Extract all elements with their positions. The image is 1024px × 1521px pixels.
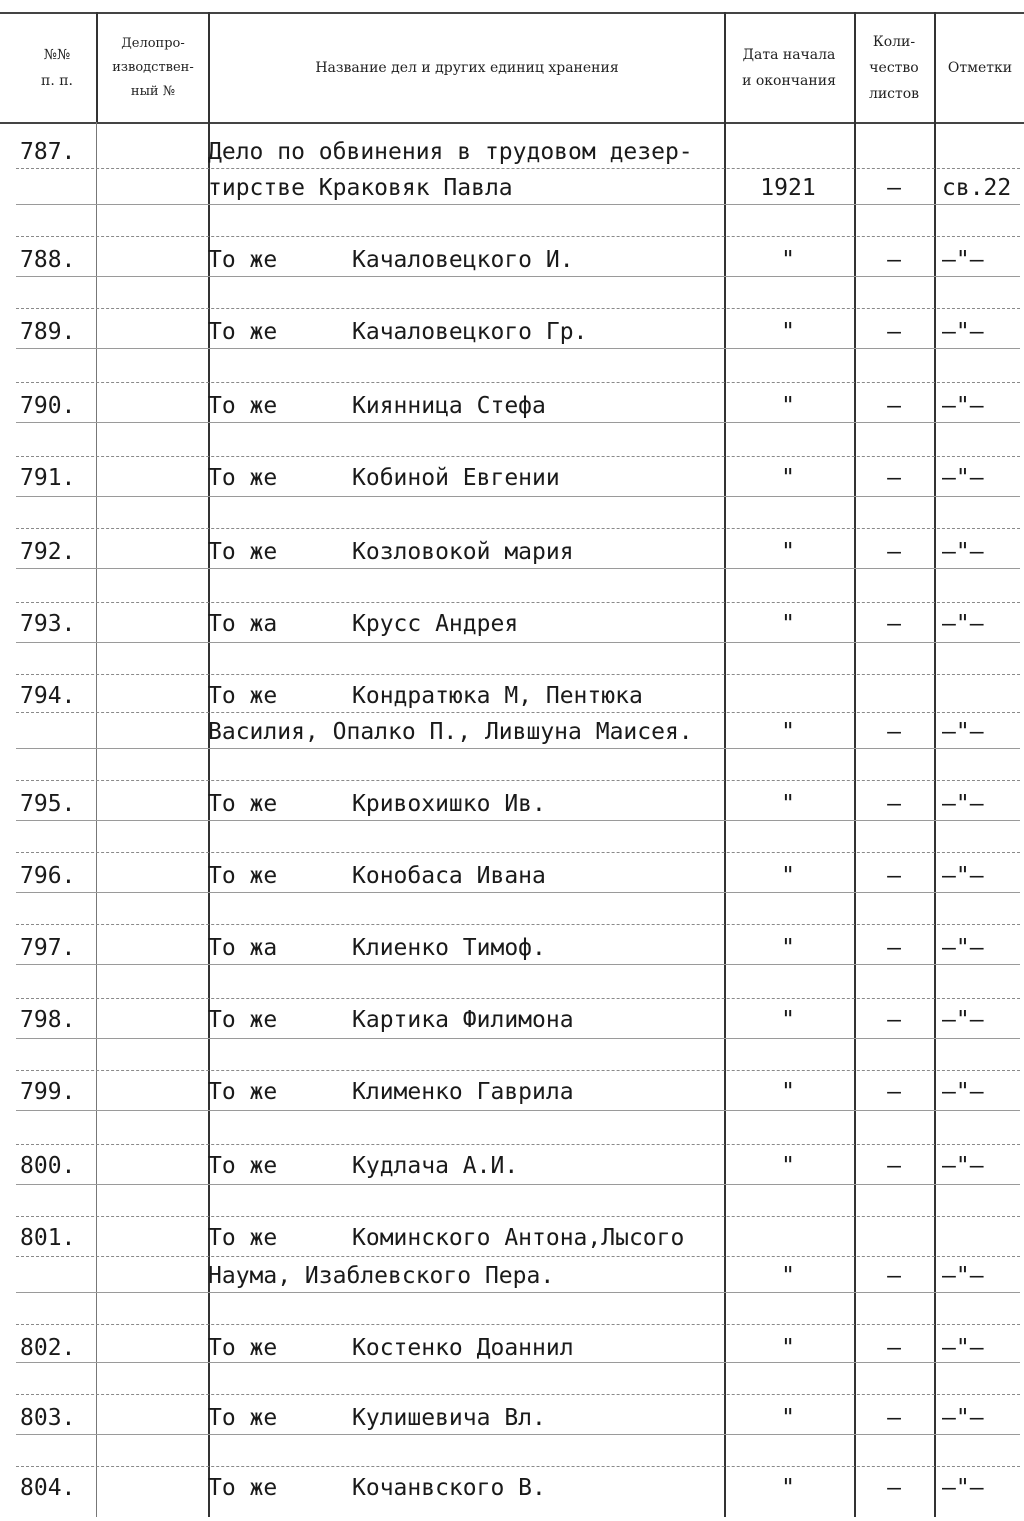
case-kind: То же [208, 319, 278, 345]
notes: –"– [942, 319, 984, 345]
case-kind: То жа [208, 611, 278, 637]
sheet-count: – [887, 175, 901, 201]
notes: –"– [942, 791, 984, 817]
notes: –"– [942, 935, 984, 961]
sheet-count: – [887, 611, 901, 637]
case-kind: То же [208, 539, 278, 565]
row-rule [16, 1070, 1020, 1071]
notes: –"– [942, 1335, 984, 1361]
row-rule [16, 1256, 1020, 1257]
notes: –"– [942, 1079, 984, 1105]
row-rule [16, 422, 1020, 423]
case-kind: То же [208, 1405, 278, 1431]
row-number: 796. [20, 863, 76, 889]
case-name-continued: Наума, Изаблевского Пера. [208, 1263, 555, 1289]
case-name: Кондратюка М, Пентюка [352, 683, 643, 709]
case-name: Кулишевича Вл. [352, 1405, 546, 1431]
row-rule [16, 528, 1020, 529]
row-rule [16, 780, 1020, 781]
row-rule [16, 1144, 1020, 1145]
row-number: 788. [20, 247, 76, 273]
sheet-count: – [887, 935, 901, 961]
case-name: Киянница Стефа [352, 393, 546, 419]
case-name-continued: Василия, Опалко П., Лившуна Маисея. [208, 719, 693, 745]
row-rule [16, 1038, 1020, 1039]
notes: –"– [942, 1153, 984, 1179]
case-kind: То же [208, 1225, 278, 1251]
case-dates: 1921 [760, 175, 816, 201]
row-rule [16, 924, 1020, 925]
row-number: 789. [20, 319, 76, 345]
notes: –"– [942, 1007, 984, 1033]
notes: –"– [942, 611, 984, 637]
sheet-count: – [887, 1079, 901, 1105]
case-dates: " [781, 393, 795, 419]
case-dates: " [781, 791, 795, 817]
row-number: 798. [20, 1007, 76, 1033]
row-rule [16, 1216, 1020, 1217]
case-name: Кобиной Евгении [352, 465, 560, 491]
header-notes: Отметки [947, 60, 1013, 76]
sheet-count: – [887, 247, 901, 273]
case-name: Клименко Гаврила [352, 1079, 574, 1105]
case-name: Конобаса Ивана [352, 863, 546, 889]
column-divider [96, 12, 98, 122]
row-number: 803. [20, 1405, 76, 1431]
case-name: Картика Филимона [352, 1007, 574, 1033]
row-rule [16, 1324, 1020, 1325]
row-rule [16, 602, 1020, 603]
case-kind: То жа [208, 935, 278, 961]
row-number: 800. [20, 1153, 76, 1179]
row-number: 797. [20, 935, 76, 961]
case-dates: " [781, 611, 795, 637]
case-dates: " [781, 539, 795, 565]
row-rule [16, 496, 1020, 497]
row-rule [16, 236, 1020, 237]
row-rule [16, 1184, 1020, 1185]
sheet-count: – [887, 863, 901, 889]
case-name: Клиенко Тимоф. [352, 935, 546, 961]
notes: –"– [942, 719, 984, 745]
row-number: 801. [20, 1225, 76, 1251]
row-rule [16, 168, 1020, 169]
row-rule [16, 568, 1020, 569]
notes: –"– [942, 1405, 984, 1431]
row-number: 792. [20, 539, 76, 565]
row-rule [16, 852, 1020, 853]
notes: св.22 [942, 175, 1012, 201]
notes: –"– [942, 465, 984, 491]
case-dates: " [781, 935, 795, 961]
case-dates: " [781, 1475, 795, 1501]
row-rule [16, 1434, 1020, 1435]
sheet-count: – [887, 319, 901, 345]
row-rule [16, 748, 1020, 749]
case-name: Коминского Антона,Лысого [352, 1225, 685, 1251]
row-rule [16, 456, 1020, 457]
row-number: 793. [20, 611, 76, 637]
sheet-count: – [887, 465, 901, 491]
row-rule [16, 1394, 1020, 1395]
case-name: Качаловецкого И. [352, 247, 574, 273]
row-rule [16, 642, 1020, 643]
case-dates: " [781, 1335, 795, 1361]
notes: –"– [942, 393, 984, 419]
sheet-count: – [887, 1335, 901, 1361]
row-rule [16, 892, 1020, 893]
header-bottom-rule [0, 122, 1024, 124]
case-kind: То же [208, 1079, 278, 1105]
row-rule [16, 712, 1020, 713]
notes: –"– [942, 1475, 984, 1501]
row-rule [16, 964, 1020, 965]
case-dates: " [781, 719, 795, 745]
case-kind: То же [208, 1475, 278, 1501]
sheet-count: – [887, 791, 901, 817]
case-kind: То же [208, 683, 278, 709]
case-name: Костенко Доаннил [352, 1335, 574, 1361]
row-rule [16, 1292, 1020, 1293]
case-name: Кривохишко Ив. [352, 791, 546, 817]
row-number: 804. [20, 1475, 76, 1501]
notes: –"– [942, 247, 984, 273]
header-top-rule [0, 12, 1024, 14]
case-title: Дело по обвинения в трудовом дезер- [208, 139, 693, 165]
row-rule [16, 308, 1020, 309]
notes: –"– [942, 1263, 984, 1289]
case-dates: " [781, 863, 795, 889]
case-kind: То же [208, 1007, 278, 1033]
case-kind: То же [208, 791, 278, 817]
case-kind: То же [208, 247, 278, 273]
sheet-count: – [887, 393, 901, 419]
case-name: Качаловецкого Гр. [352, 319, 588, 345]
row-rule [16, 820, 1020, 821]
row-number: 795. [20, 791, 76, 817]
row-number: 794. [20, 683, 76, 709]
notes: –"– [942, 539, 984, 565]
case-kind: То же [208, 393, 278, 419]
row-number: 787. [20, 139, 76, 165]
row-rule [16, 1362, 1020, 1363]
case-dates: " [781, 1007, 795, 1033]
notes: –"– [942, 863, 984, 889]
header-sheet-count: Коли- чество листов [868, 34, 920, 102]
sheet-count: – [887, 1153, 901, 1179]
case-dates: " [781, 1153, 795, 1179]
row-number: 799. [20, 1079, 76, 1105]
header-office-number: Делопро- изводствен- ный № [112, 36, 194, 99]
header-num: №№ п. п. [40, 47, 73, 89]
row-rule [16, 382, 1020, 383]
row-rule [16, 348, 1020, 349]
case-dates: " [781, 1263, 795, 1289]
case-kind: То же [208, 1153, 278, 1179]
case-dates: " [781, 247, 795, 273]
case-kind: То же [208, 465, 278, 491]
case-title-continued: тирстве Краковяк Павла [208, 175, 513, 201]
case-kind: То же [208, 863, 278, 889]
sheet-count: – [887, 719, 901, 745]
case-name: Козловокой мария [352, 539, 574, 565]
row-rule [16, 998, 1020, 999]
sheet-count: – [887, 539, 901, 565]
row-number: 802. [20, 1335, 76, 1361]
sheet-count: – [887, 1263, 901, 1289]
row-rule [16, 204, 1020, 205]
row-rule [16, 1466, 1020, 1467]
sheet-count: – [887, 1405, 901, 1431]
row-rule [16, 674, 1020, 675]
sheet-count: – [887, 1475, 901, 1501]
case-dates: " [781, 465, 795, 491]
sheet-count: – [887, 1007, 901, 1033]
row-rule [16, 1110, 1020, 1111]
case-dates: " [781, 319, 795, 345]
case-name: Кочанвского В. [352, 1475, 546, 1501]
case-dates: " [781, 1405, 795, 1431]
row-number: 791. [20, 465, 76, 491]
header-title: Название дел и других единиц хранения [315, 60, 619, 76]
case-name: Кудлача А.И. [352, 1153, 519, 1179]
case-dates: " [781, 1079, 795, 1105]
case-kind: То же [208, 1335, 278, 1361]
row-number: 790. [20, 393, 76, 419]
header-dates: Дата начала и окончания [742, 47, 836, 89]
row-rule [16, 276, 1020, 277]
case-name: Крусс Андрея [352, 611, 519, 637]
